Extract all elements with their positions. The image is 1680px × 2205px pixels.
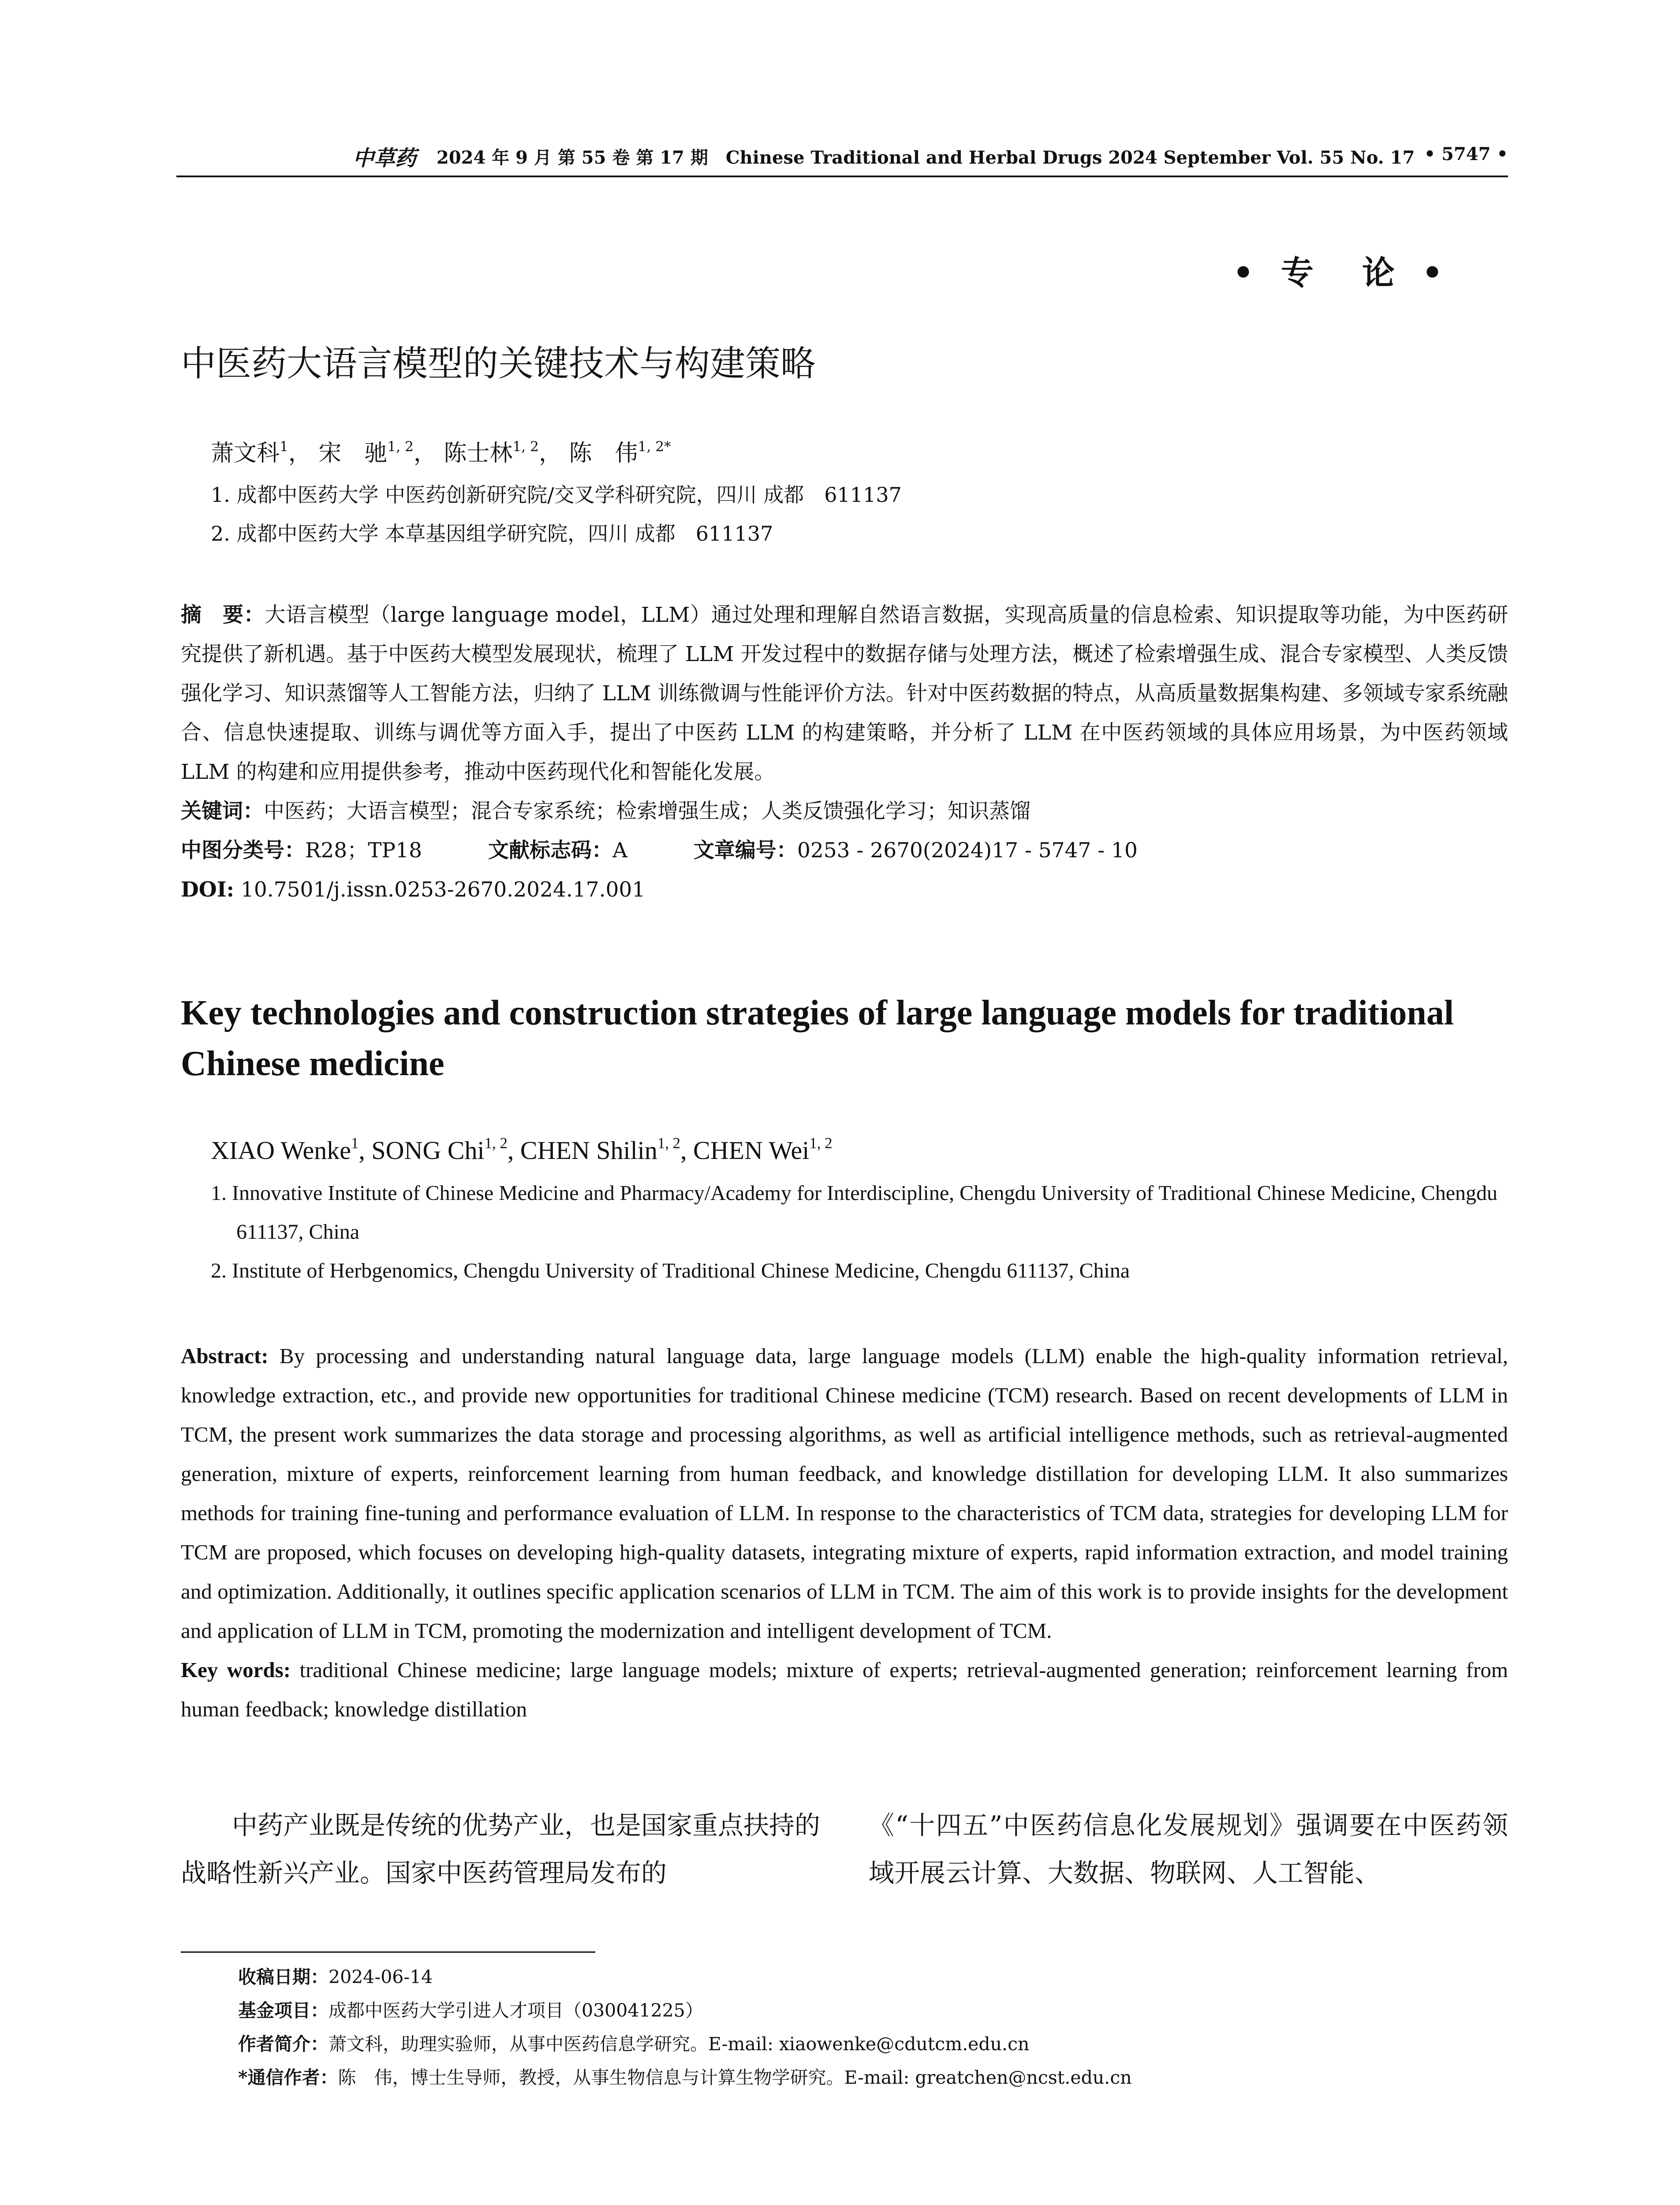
title-cn: 中医药大语言模型的关键技术与构建策略 [181,343,816,384]
footnote-fund [238,1994,1132,2027]
keywords-en [181,1650,1508,1729]
journal-name-cn: 中草药 [353,146,417,171]
running-header [176,141,1508,176]
doi-label: DOI: [181,878,235,902]
footnotes [238,1960,1132,2094]
keywords-cn-text: 中医药；大语言模型；混合专家系统；检索增强生成；人类反馈强化学习；知识蒸馏 [264,799,1030,823]
doc-code-value: A [612,838,627,863]
author-name: CHEN Shilin [520,1136,657,1165]
footnote-label: 作者简介： [238,2033,329,2055]
affiliation-cn: 1. 成都中医药大学 中医药创新研究院/交叉学科研究院，四川 成都 611137 [211,483,902,507]
footnote-text: 陈 伟，博士生导师，教授，从事生物信息与计算生物学研究。E-mail: greatchen@ncst.edu.cn [338,2067,1132,2088]
article-number-label: 文章编号： [693,838,797,863]
author-name: XIAO Wenke [211,1136,351,1165]
doi-value: 10.7501/j.issn.0253-2670.2024.17.001 [241,878,646,902]
abstract-en [181,1336,1508,1650]
author-name: 陈 伟 [569,440,638,467]
abstract-cn-label: 摘 要： [181,603,265,627]
keywords-cn-label: 关键词： [181,799,264,823]
author-name: 陈士林 [444,440,513,467]
footnote-received [238,1960,1132,1994]
doc-code-label: 文献标志码： [488,838,612,863]
classification-line [181,831,1508,870]
doi-line [181,870,1508,909]
author-affil-sup: 1, 2 [484,1134,508,1152]
column-tag: • 专 论 • [1232,254,1451,292]
clc-value: R28；TP18 [305,838,422,863]
page-number: • 5747 • [1424,144,1508,164]
abstract-cn-block [181,595,1508,909]
affiliation-en: 2. Institute of Herbgenomics, Chengdu University of Traditional Chinese Medicine, Chengdu 611137, China [211,1259,1130,1282]
abstract-en-text: By processing and understanding natural language data, large language models (LLM) enable the high-quality information retrieval, knowledge extraction, etc., and provide new opportunities for traditional Chinese medicine (TCM) research. Based on recent developments of LLM in TCM, the present work summarizes the data storage and processing algorithms, as well as artificial intelligence methods, such as retrieval-augmented generation, mixture of experts, reinforcement learning from human feedback, and knowledge distillation for developing LLM. It also summarizes methods for training fine-tuning and performance evaluation of LLM. In response to the characteristics of TCM data, strategies for developing LLM for TCM are proposed, which focuses on developing high-quality datasets, integrating mixture of experts, rapid information extraction, and model training and optimization. Additionally, it outlines specific application scenarios of LLM in TCM. The aim of this work is to provide insights for the development and application of LLM in TCM, promoting the modernization and intelligent development of TCM. [181,1344,1508,1643]
abstract-en-block [181,1336,1508,1729]
author-name: SONG Chi [371,1136,485,1165]
author-affil-sup: 1, 2 [809,1134,833,1152]
affiliation-en: 1. Innovative Institute of Chinese Medicine and Pharmacy/Academy for Interdiscipline, Chengdu University of Traditional Chinese Medicine, Chengdu 611137, China [211,1181,1498,1244]
keywords-en-text: traditional Chinese medicine; large language models; mixture of experts; retrieval-augmented generation; reinforcement learning from human feedback; knowledge distillation [181,1658,1508,1721]
abstract-en-label: Abstract: [181,1344,269,1368]
header-rule [176,176,1508,177]
footnote-text: 萧文科，助理实验师，从事中医药信息学研究。E-mail: xiaowenke@cdutcm.edu.cn [329,2033,1030,2055]
issue-info: 2024 年 9 月 第 55 卷 第 17 期 Chinese Traditional and Herbal Drugs 2024 September Vol. 55 No. 17 [437,147,1415,168]
footnote-author-bio [238,2027,1132,2061]
author-affil-sup: 1 [280,439,288,455]
footnote-text: 成都中医药大学引进人才项目（030041225） [329,2000,703,2021]
title-en: Key technologies and construction strategies of large language models for traditional Chinese medicine [181,994,1454,1083]
author-list-cn: 萧文科$^1$， 宋 驰$^{1, 2}$， 陈士林$^{1, 2}$， 陈 伟$^{1, 2*}$ [211,439,671,467]
author-affil-sup: 1, 2 [657,1134,681,1152]
footnote-rule [181,1951,595,1953]
author-name: CHEN Wei [693,1136,810,1165]
abstract-cn [181,595,1508,792]
author-affil-sup: 1 [351,1134,359,1152]
author-affil-sup: 1, 2 [387,439,414,455]
footnote-label: 基金项目： [238,2000,329,2021]
author-name: 萧文科 [211,440,280,467]
keywords-en-label: Key words: [181,1658,291,1682]
footnote-text: 2024-06-14 [329,1966,433,1988]
author-affil-sup: 1, 2* [638,439,671,455]
body-column-right: 《“十四五”中医药信息化发展规划》强调要在中医药领域开展云计算、大数据、物联网、人工智能、 [869,1810,1508,1888]
footnote-corresponding [238,2061,1132,2094]
author-affil-sup: 1, 2 [512,439,539,455]
footnote-label: 收稿日期： [238,1966,329,1988]
clc-label: 中图分类号： [181,838,305,863]
author-name: 宋 驰 [318,440,388,467]
keywords-cn [181,792,1508,831]
affiliation-cn: 2. 成都中医药大学 本草基因组学研究院，四川 成都 611137 [211,522,773,546]
authors-en-block [211,1136,1533,1290]
body-column-left: 中药产业既是传统的优势产业，也是国家重点扶持的战略性新兴产业。国家中医药管理局发布的 [181,1810,821,1888]
abstract-cn-text: 大语言模型（large language model，LLM）通过处理和理解自然语言数据，实现高质量的信息检索、知识提取等功能，为中医药研究提供了新机遇。基于中医药大模型发展现状，梳理了 LLM 开发过程中的数据存储与处理方法，概述了检索增强生成、混合专家模型、人类反馈强化学习、知识蒸馏等人工智能方法，归纳了 LLM 训练微调与性能评价方法。针对中医药数据的特点，从高质量数据集构建、多领域专家系统融合、信息快速提取、训练与调优等方面入手，提出了中医药 LLM 的构建策略，并分析了 LLM 在中医药领域的具体应用场景，为中医药领域 LLM 的构建和应用提供参考，推动中医药现代化和智能化发展。 [181,603,1508,784]
footnote-label: *通信作者： [238,2067,338,2088]
author-list-en: XIAO Wenke$^1$, SONG Chi$^{1, 2}$, CHEN Shilin$^{1, 2}$, CHEN Wei$^{1, 2}$ [211,1134,833,1165]
authors-cn-block [211,434,902,547]
article-number-value: 0253 - 2670(2024)17 - 5747 - 10 [797,838,1138,863]
